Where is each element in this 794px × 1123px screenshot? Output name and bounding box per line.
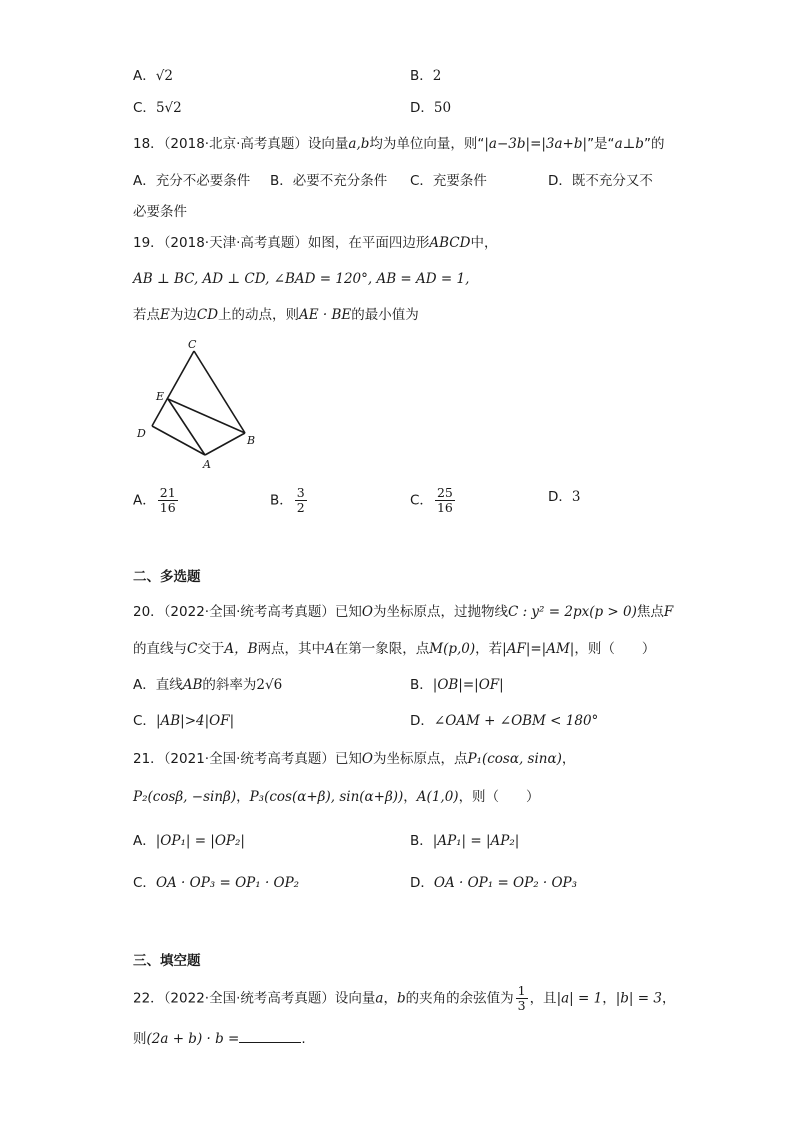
q19-quadrilateral-figure <box>130 338 260 473</box>
q18-stem: 18．（2018·北京·高考真题）设向量a,b均为单位向量，则“|a−3b|=|3a+b|”是“a⊥b”的 <box>133 136 665 152</box>
q19-option-a: A． $\frac{21}{16}$ <box>133 485 176 515</box>
edge-ba <box>205 433 245 455</box>
label-a: A <box>203 458 211 471</box>
q20-option-c: C．|AB|>4|OF| <box>133 713 235 729</box>
label-b: B <box>247 434 256 447</box>
q20-stem-line1: 20．（2022·全国·统考高考真题）已知O为坐标原点，过抛物线C : y² = 2px(p > 0)焦点F <box>133 604 674 620</box>
q22-stem-line2: 则(2a + b) · b = . <box>133 1031 306 1047</box>
label-e: E <box>156 390 165 403</box>
q18-option-a: A．充分不必要条件 <box>133 173 251 189</box>
section-heading-fill-in: 三、填空题 <box>133 953 201 969</box>
q17-option-a: A．√2 <box>133 68 173 84</box>
q18-option-d-continued: 必要条件 <box>133 204 187 220</box>
q19-option-c: C． $\frac{25}{16}$ <box>410 485 453 515</box>
label-d: D <box>137 427 146 440</box>
q21-stem-line1: 21．（2021·全国·统考高考真题）已知O为坐标原点，点P₁(cosα, sinα)， <box>133 751 576 767</box>
label-c: C <box>188 338 197 351</box>
edge-cb <box>194 351 245 433</box>
q21-option-a: A．|OP₁| = |OP₂| <box>133 833 245 849</box>
q18-option-b: B．必要不充分条件 <box>270 173 388 189</box>
q17-option-d: D．50 <box>410 100 452 116</box>
q18-option-d: D．既不充分又不 <box>548 173 653 189</box>
section-heading-multiple-choice: 二、多选题 <box>133 569 201 585</box>
answer-blank[interactable] <box>239 1042 301 1043</box>
q19-conditions: AB ⊥ BC, AD ⊥ CD, ∠BAD = 120°, AB = AD = 1, <box>133 271 470 287</box>
edge-dc <box>152 351 194 426</box>
q18-option-c: C．充要条件 <box>410 173 487 189</box>
edge-ad <box>152 426 205 455</box>
q17-option-c: C．5√2 <box>133 100 182 116</box>
q21-option-b: B．|AP₁| = |AP₂| <box>410 833 520 849</box>
q17-option-b: B．2 <box>410 68 442 84</box>
q20-option-a: A．直线AB的斜率为2√6 <box>133 677 283 693</box>
q21-stem-line2: P₂(cosβ, −sinβ)，P₃(cos(α+β), sin(α+β))，A(1,0)，则（ ） <box>133 789 540 805</box>
q18-options <box>133 172 250 190</box>
q22-stem-line1: 22．（2022·全国·统考高考真题）设向量a，b的夹角的余弦值为 $\frac{1}{3}$ ，且|a| = 1，|b| = 3， <box>133 983 676 1013</box>
q19-option-b: B． $\frac{3}{2}$ <box>270 485 305 515</box>
q19-stem-line1: 19．（2018·天津·高考真题）如图，在平面四边形ABCD中， <box>133 235 498 251</box>
q19-option-d: D．3 <box>548 489 581 505</box>
q21-option-c: C．OA · OP₃ = OP₁ · OP₂ <box>133 875 300 891</box>
q19-stem-line2: 若点E为边CD上的动点，则AE · BE的最小值为 <box>133 307 419 323</box>
q20-stem-line2: 的直线与C交于A，B两点，其中A在第一象限，点M(p,0)，若|AF|=|AM|，则（ ） <box>133 641 656 657</box>
q20-option-b: B．|OB|=|OF| <box>410 677 504 693</box>
q20-option-d: D．∠OAM + ∠OBM < 180° <box>410 713 599 729</box>
q21-option-d: D．OA · OP₁ = OP₂ · OP₃ <box>410 875 578 891</box>
